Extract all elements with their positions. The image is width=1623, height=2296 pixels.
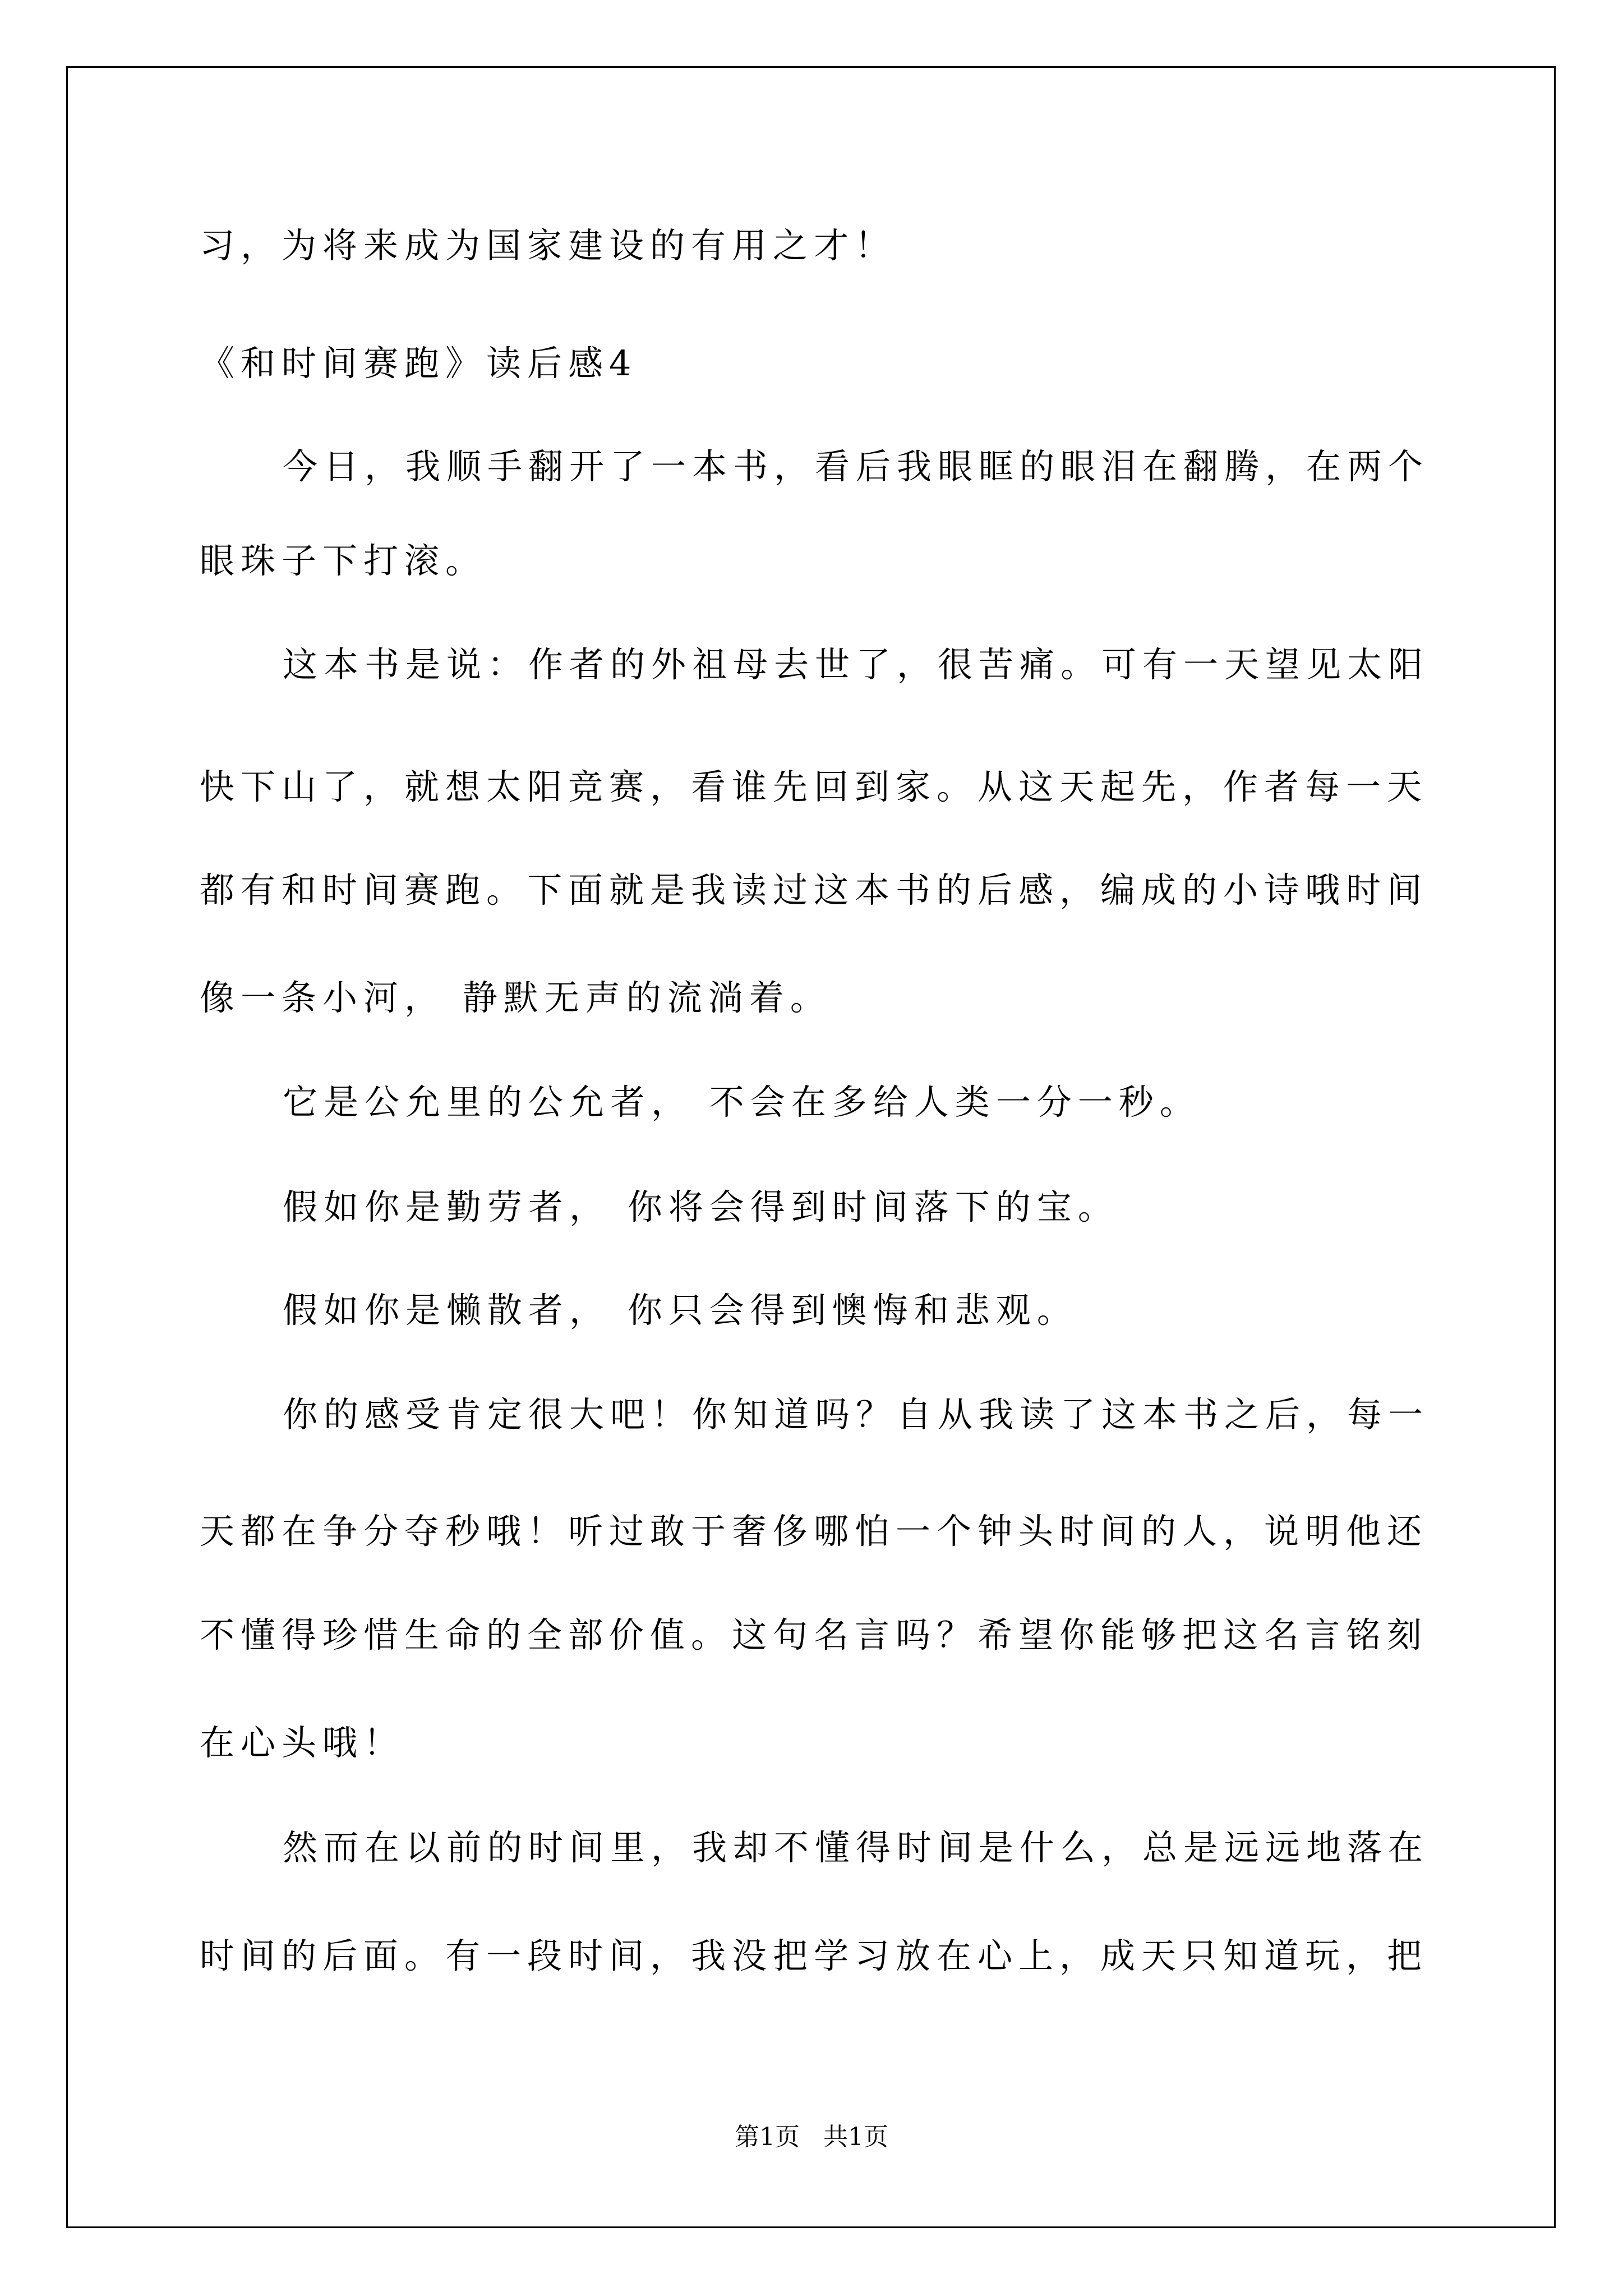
text-line: 都有和时间赛跑。下面就是我读过这本书的后感，编成的小诗哦时间 — [200, 869, 1428, 910]
text-line: 天都在争分夺秒哦！听过敢于奢侈哪怕一个钟头时间的人，说明他还 — [200, 1511, 1428, 1552]
text-line: 像一条小河， 静默无声的流淌着。 — [200, 977, 831, 1018]
text-line: 在心头哦！ — [200, 1722, 405, 1763]
text-line: 假如你是勤劳者， 你将会得到时间落下的宝。 — [283, 1186, 1119, 1227]
text-line: 假如你是懒散者， 你只会得到懊悔和悲观。 — [283, 1290, 1078, 1331]
text-line: 然而在以前的时间里，我却不懂得时间是什么，总是远远地落在 — [283, 1827, 1430, 1868]
page-border — [66, 66, 1556, 2228]
text-line: 眼珠子下打滚。 — [200, 540, 487, 581]
text-line: 今日，我顺手翻开了一本书，看后我眼眶的眼泪在翻腾，在两个 — [283, 446, 1430, 487]
text-line: 这本书是说：作者的外祖母去世了，很苦痛。可有一天望见太阳 — [283, 644, 1430, 685]
text-line: 习，为将来成为国家建设的有用之才！ — [200, 225, 896, 266]
text-line: 你的感受肯定很大吧！你知道吗？自从我读了这本书之后，每一 — [283, 1394, 1430, 1435]
page-footer: 第1页 共1页 — [735, 2123, 888, 2151]
section-heading: 《和时间赛跑》读后感4 — [200, 343, 638, 384]
text-line: 不懂得珍惜生命的全部价值。这句名言吗？希望你能够把这名言铭刻 — [200, 1614, 1428, 1655]
text-line: 它是公允里的公允者， 不会在多给人类一分一秒。 — [283, 1082, 1201, 1122]
text-line: 快下山了，就想太阳竞赛，看谁先回到家。从这天起先，作者每一天 — [200, 766, 1428, 807]
text-line: 时间的后面。有一段时间，我没把学习放在心上，成天只知道玩，把 — [200, 1935, 1428, 1976]
